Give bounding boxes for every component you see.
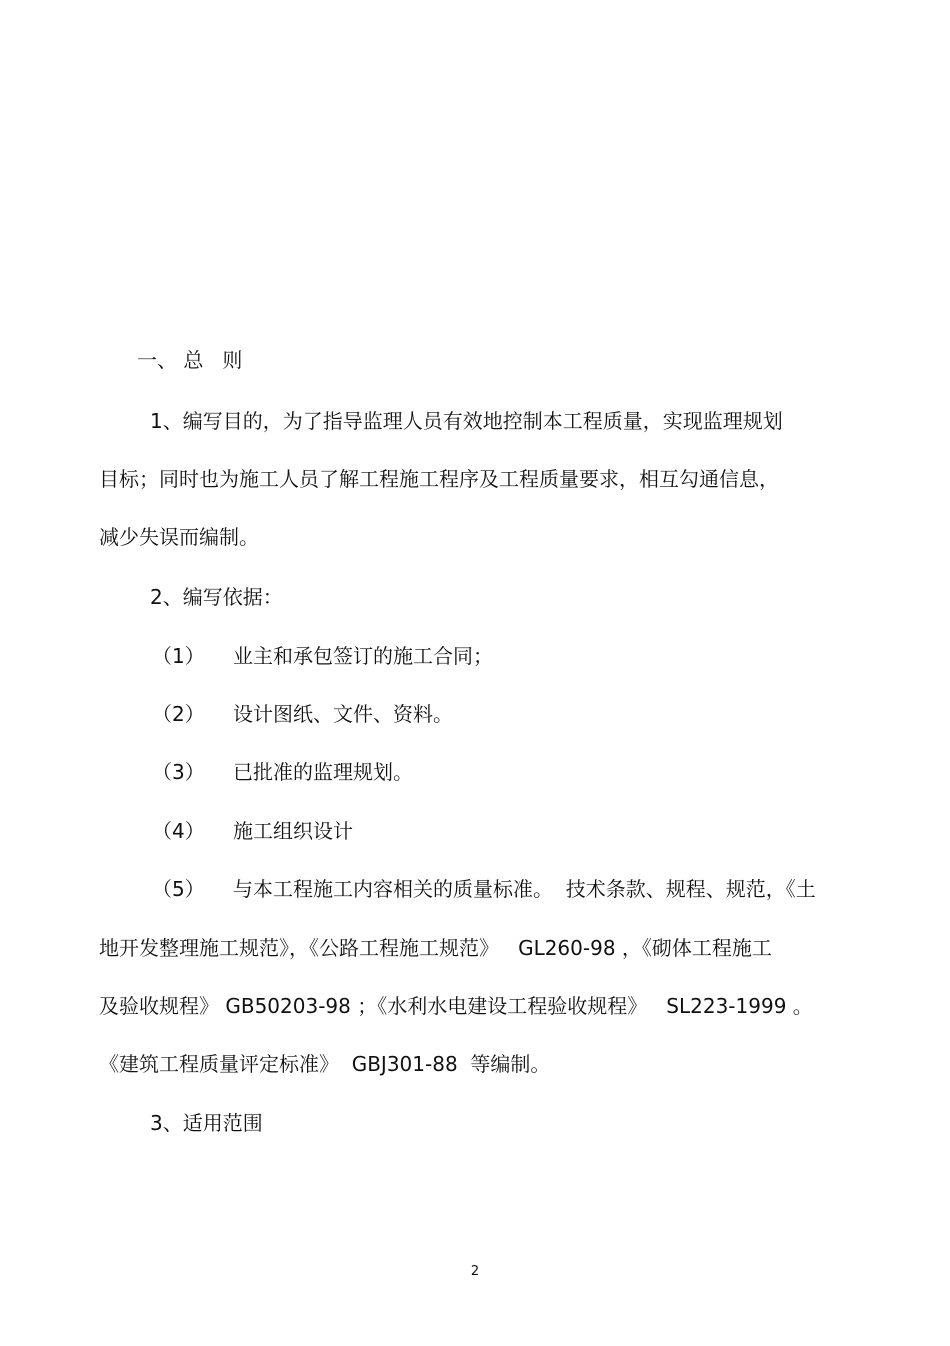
basis-item-number: （4） — [152, 819, 205, 843]
basis-item-number: （1） — [152, 644, 205, 668]
basis-item-text: 与本工程施工内容相关的质量标准。 技术条款、规程、规范，《土 — [233, 877, 816, 901]
section-heading: 一、 总 则 — [137, 348, 243, 372]
basis-heading: 2、编写依据： — [150, 585, 283, 609]
basis-item-text: 已批准的监理规划。 — [233, 760, 413, 784]
basis-item-text: 施工组织设计 — [233, 819, 353, 843]
scope-heading: 3、适用范围 — [150, 1111, 263, 1135]
purpose-line-2: 目标；同时也为施工人员了解工程施工程序及工程质量要求，相互勾通信息， — [99, 467, 779, 491]
page-number: 2 — [470, 1264, 480, 1279]
basis-item-text: 业主和承包签订的施工合同； — [233, 644, 493, 668]
standards-line-1: 地开发整理施工规范》，《公路工程施工规范》 GL260-98 ，《砌体工程施工 — [99, 936, 772, 960]
basis-item-number: （2） — [152, 702, 205, 726]
purpose-line-1: 1、编写目的，为了指导监理人员有效地控制本工程质量，实现监理规划 — [150, 409, 783, 433]
standards-line-3: 《建筑工程质量评定标准》 GBJ301-88 等编制。 — [99, 1052, 551, 1076]
standards-line-2: 及验收规程》 GB50203-98 ；《水利水电建设工程验收规程》 SL223-1999 。 — [99, 994, 813, 1018]
basis-item-number: （5） — [152, 877, 205, 901]
basis-item-number: （3） — [152, 760, 205, 784]
basis-item-text: 设计图纸、文件、资料。 — [233, 702, 453, 726]
purpose-line-3: 减少失误而编制。 — [99, 525, 259, 549]
